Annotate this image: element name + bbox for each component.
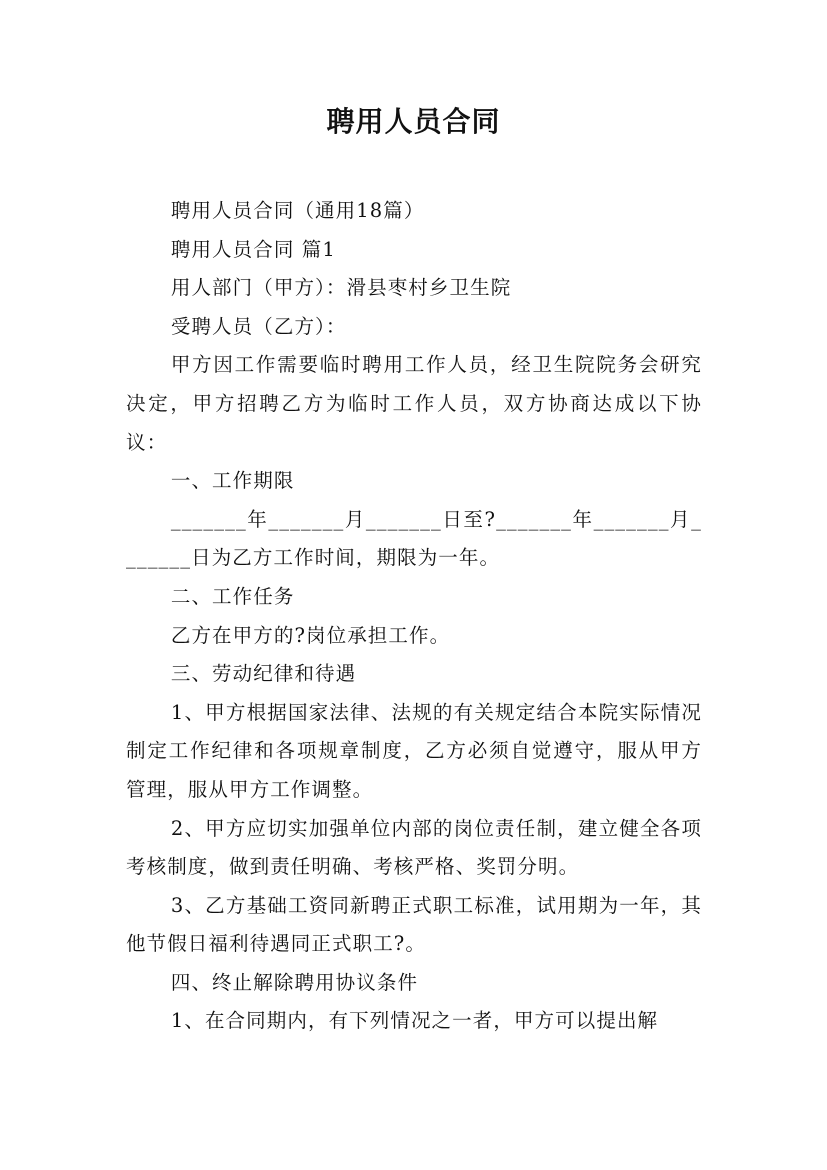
paragraph-discipline-2: 2、甲方应切实加强单位内部的岗位责任制，建立健全各项考核制度，做到责任明确、考核严格、奖罚分明。 xyxy=(126,816,702,879)
paragraph-term-dates: _______年_______月_______日至?_______年_______月_______日为乙方工作时间，期限为一年。 xyxy=(126,507,702,570)
paragraph-heading-discipline: 三、劳动纪律和待遇 xyxy=(170,662,357,686)
paragraph-tasks: 乙方在甲方的?岗位承担工作。 xyxy=(170,623,451,647)
paragraph-heading-tasks: 二、工作任务 xyxy=(170,584,295,608)
paragraph-termination-1: 1、在合同期内，有下列情况之一者，甲方可以提出解 xyxy=(170,1009,659,1033)
paragraph-preamble: 甲方因工作需要临时聘用工作人员，经卫生院院务会研究决定，甲方招聘乙方为临时工作人员，双方协商达成以下协议： xyxy=(126,353,702,454)
paragraph-heading-term: 一、工作期限 xyxy=(170,469,295,493)
paragraph-discipline-3: 3、乙方基础工资同新聘正式职工标准，试用期为一年，其他节假日福利待遇同正式职工?。 xyxy=(126,893,702,956)
paragraph-party-a: 用人部门（甲方）：滑县枣村乡卫生院 xyxy=(170,276,512,300)
paragraph-heading-termination: 四、终止解除聘用协议条件 xyxy=(170,970,419,994)
paragraph-party-b: 受聘人员（乙方）： xyxy=(170,314,347,338)
paragraph-section-heading: 聘用人员合同 篇1 xyxy=(170,237,336,261)
document-body xyxy=(126,192,702,1041)
document-title: 聘用人员合同 xyxy=(326,105,501,138)
paragraph-subtitle: 聘用人员合同（通用18篇） xyxy=(170,199,425,222)
paragraph-discipline-1: 1、甲方根据国家法律、法规的有关规定结合本院实际情况制定工作纪律和各项规章制度，乙方必须自觉遵守，服从甲方管理，服从甲方工作调整。 xyxy=(126,700,702,801)
